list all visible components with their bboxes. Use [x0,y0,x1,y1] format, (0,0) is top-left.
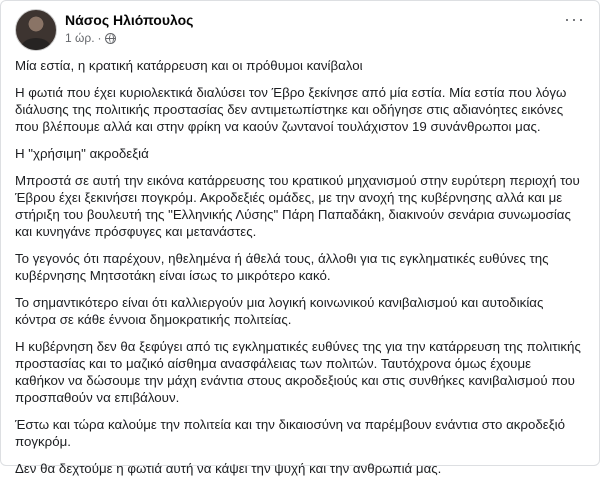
post-body [15,57,583,487]
meta-separator: · [97,31,102,45]
post-paragraph: Μπροστά σε αυτή την εικόνα κατάρρευσης του κρατικού μηχανισμού στην ευρύτερη περιοχή του Έβρου έχει ξεκινήσει πογκρόμ. Ακροδεξιές ομάδες, με την ανοχή της κυβέρνησης αλλά και με στήριξη του βουλευτή της "Ελληνικής Λύσης" Πάρη Παπαδάκη, διακινούν σενάρια συνωμοσίας και κυνηγάνε πρόσφυγες και μετανάστες. [15,173,580,239]
post-paragraph: Η φωτιά που έχει κυριολεκτικά διαλύσει τον Έβρο ξεκίνησε από μία εστία. Μία εστία που λόγω διάλυσης της πολιτικής προστασίας δεν αντιμετωπίστηκε και οδήγησε στις αδιανόητες εικόνες που βλέπουμε αλλά και στην φρίκη να καούν ζωντανοί τουλάχιστον 19 συνάνθρωποι μας. [15,85,567,134]
more-horizontal-icon[interactable]: ··· [564,9,585,29]
post-paragraph: Δεν θα δεχτούμε η φωτιά αυτή να κάψει την ψυχή και την ανθρωπιά μας. [15,461,442,476]
post-paragraph: Μία εστία, η κρατική κατάρρευση και οι πρόθυμοι κανίβαλοι [15,58,363,73]
post-paragraph: Η κυβέρνηση δεν θα ξεφύγει από τις εγκληματικές ευθύνες της για την κατάρρευση της πολιτικής προστασίας και το μαζικό αίσθημα ανασφάλειας των πολιτών. Ταυτόχρονα όμως έχουμε καθήκον να δώσουμε την μάχη ενάντια στους ακροδεξιούς και στις συνθήκες κανιβαλισμού που προσπαθούν να επιβάλουν. [15,339,581,405]
post-paragraph: Η "χρήσιμη" ακροδεξιά [15,146,149,161]
post-paragraph: Το γεγονός ότι παρέχουν, ηθελημένα ή άθελά τους, άλλοθι για τις εγκληματικές ευθύνες της κυβέρνησης Μητσοτάκη είναι ίσως το μικρότερο κακό. [15,251,549,283]
post-paragraph: Το σημαντικότερο είναι ότι καλλιεργούν μια λογική κοινωνικού κανιβαλισμού και αυτοδικίας κόντρα σε κάθε έννοια δημοκρατικής πολιτείας. [15,295,544,327]
avatar-shoulders [21,38,51,51]
globe-icon[interactable] [105,33,116,44]
author-name[interactable]: Νάσος Ηλιόπουλος [65,12,194,28]
post-meta [65,31,116,45]
post-header [15,9,585,49]
post-time[interactable]: 1 ώρ. [65,31,95,45]
avatar[interactable] [15,9,57,51]
post-paragraph: Έστω και τώρα καλούμε την πολιτεία και την δικαιοσύνη να παρέμβουν ενάντια στο ακροδεξιό πογκρόμ. [15,417,566,449]
